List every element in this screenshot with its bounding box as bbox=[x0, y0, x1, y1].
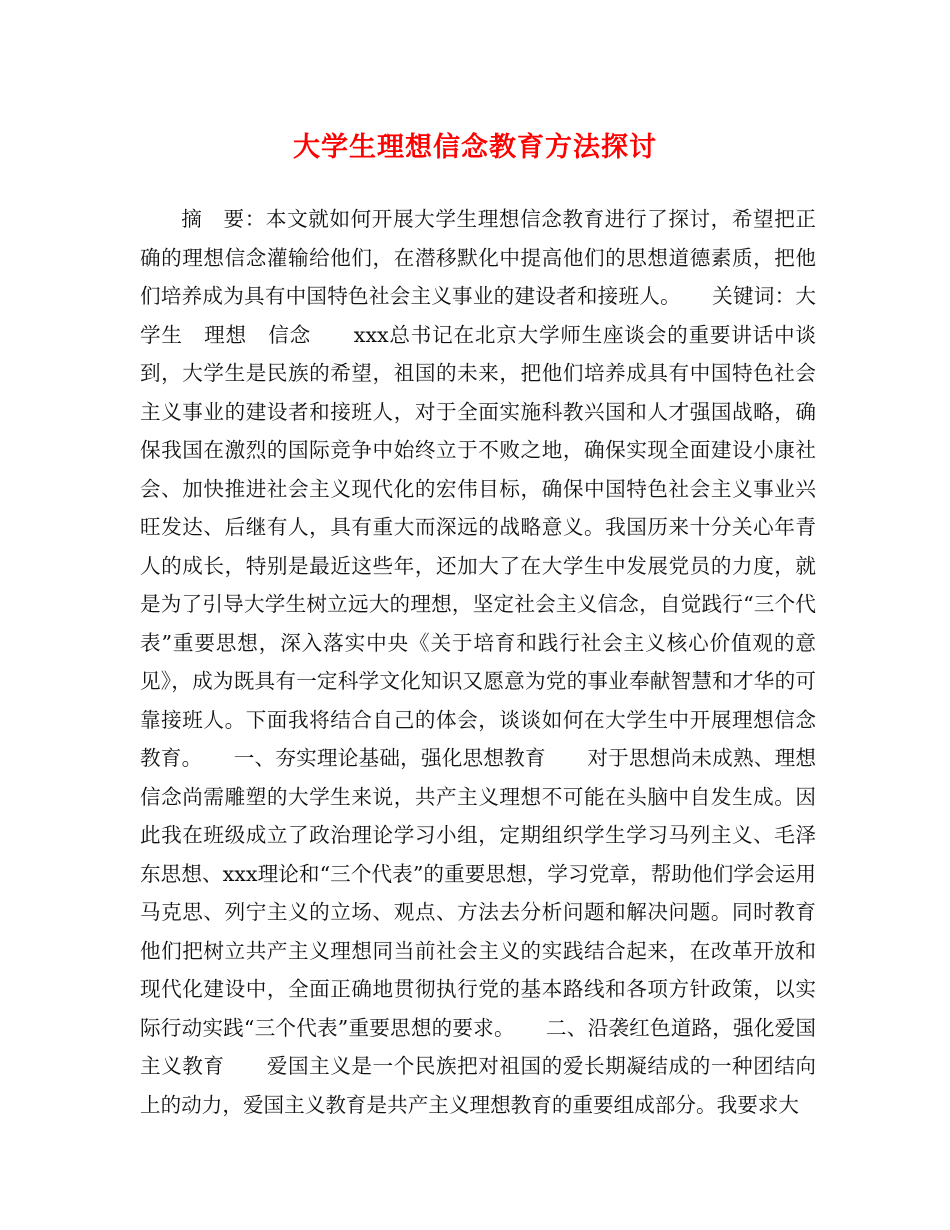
document-body: 摘 要：本文就如何开展大学生理想信念教育进行了探讨，希望把正确的理想信念灌输给他们，在潜移默化中提高他们的思想道德素质，把他们培养成为具有中国特色社会主义事业的建设者和接班人。 关键词：大学生 理想 信念 xxx总书记在北京大学师生座谈会的重要讲话中谈到，大学生是民族的希望，祖国的未来，把他们培养成具有中国特色社会主义事业的建设者和接班人，对于全面实施科教兴国和人才强国战略，确保我国在激烈的国际竞争中始终立于不败之地，确保实现全面建设小康社会、加快推进社会主义现代化的宏伟目标，确保中国特色社会主义事业兴旺发达、后继有人，具有重大而深远的战略意义。我国历来十分关心年青人的成长，特别是最近这些年，还加大了在大学生中发展党员的力度，就是为了引导大学生树立远大的理想，坚定社会主义信念，自觉践行“三个代表”重要思想，深入落实中央《关于培育和践行社会主义核心价值观的意见》，成为既具有一定科学文化知识又愿意为党的事业奉献智慧和才华的可靠接班人。下面我将结合自己的体会，谈谈如何在大学生中开展理想信念教育。 一、夯实理论基础，强化思想教育 对于思想尚未成熟、理想信念尚需雕塑的大学生来说，共产主义理想不可能在头脑中自发生成。因此我在班级成立了政治理论学习小组，定期组织学生学习马列主义、毛泽东思想、xxx理论和“三个代表”的重要思想，学习党章，帮助他们学会运用马克思、列宁主义的立场、观点、方法去分析问题和解决问题。同时教育他们把树立共产主义理想同当前社会主义的实践结合起来，在改革开放和现代化建设中，全面正确地贯彻执行党的基本路线和各项方针政策，以实际行动实践“三个代表”重要思想的要求。 二、沿袭红色道路，强化爱国主义教育 爱国主义是一个民族把对祖国的爱长期凝结成的一种团结向上的动力，爱国主义教育是共产主义理想教育的重要组成部分。我要求大 bbox=[140, 207, 816, 1117]
document-title: 大学生理想信念教育方法探讨 bbox=[293, 132, 657, 163]
